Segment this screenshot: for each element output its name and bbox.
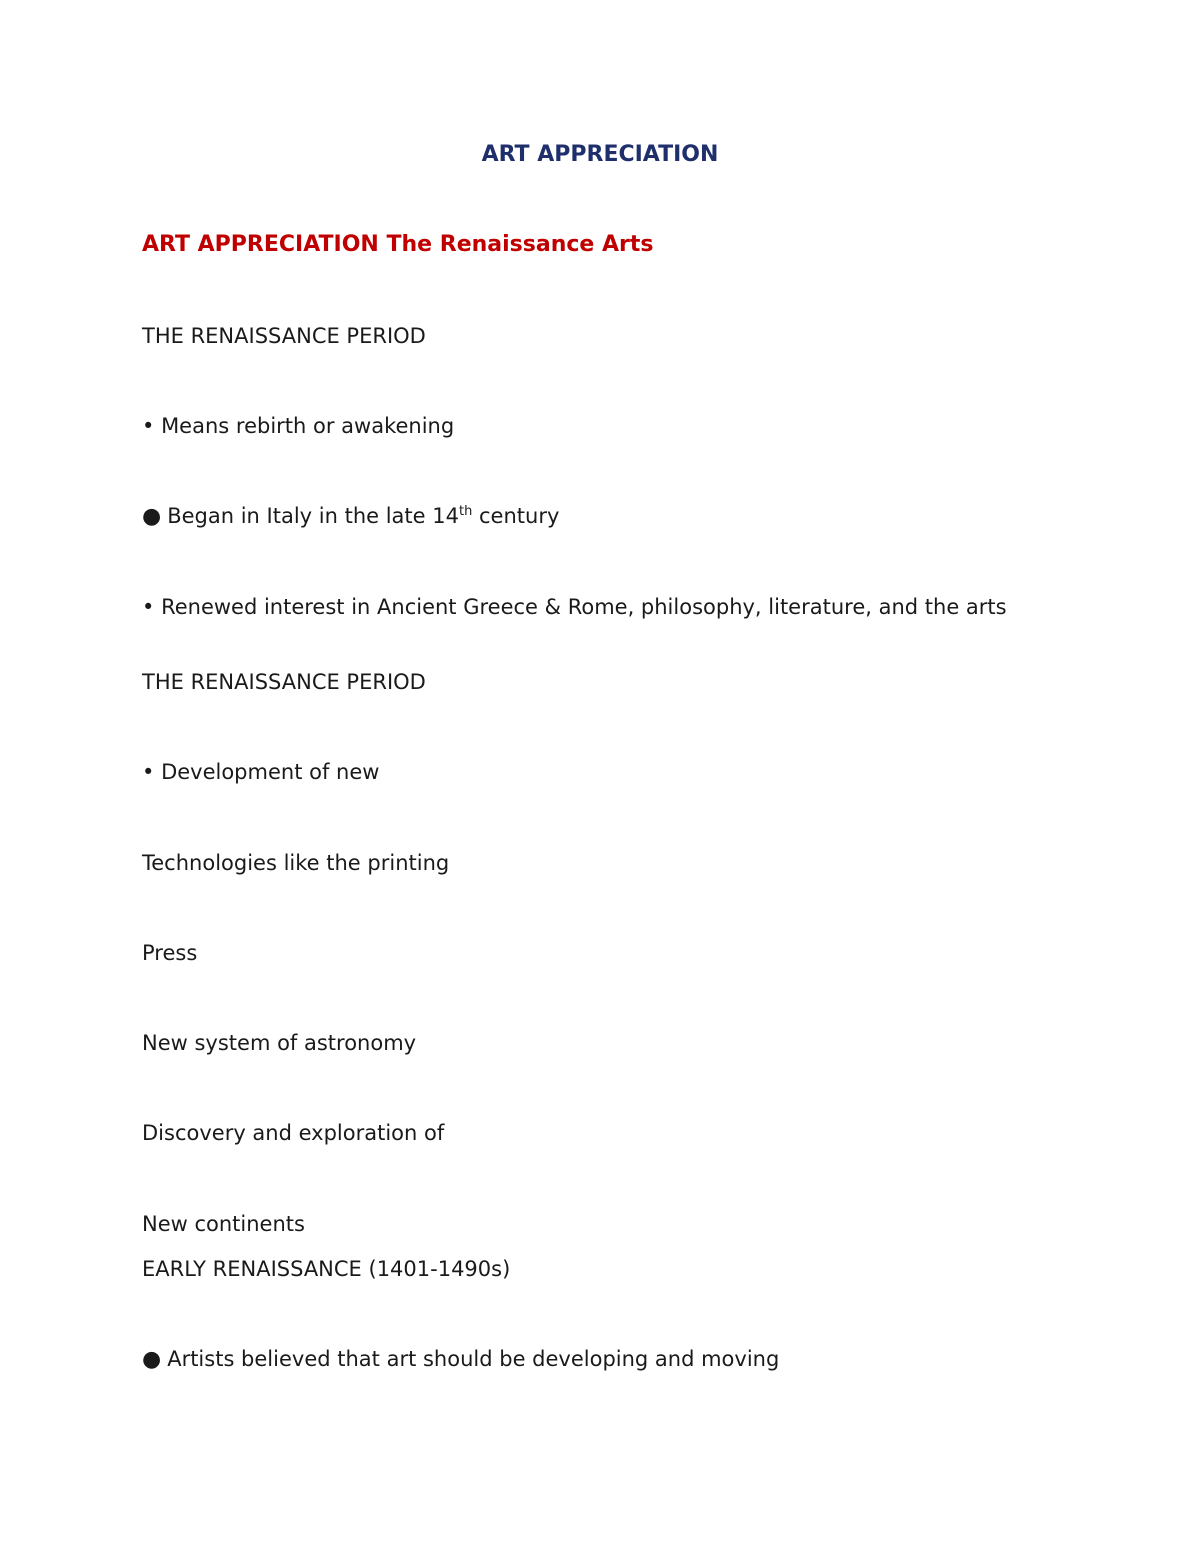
section-heading-early-renaissance: EARLY RENAISSANCE (1401-1490s) xyxy=(142,1257,511,1281)
section-heading-renaissance-period-2: THE RENAISSANCE PERIOD xyxy=(142,670,426,694)
bullet-began-italy xyxy=(142,501,559,532)
bullet-development-text: Development of new xyxy=(161,760,380,784)
text-discovery: Discovery and exploration of xyxy=(142,1121,445,1145)
text-astronomy: New system of astronomy xyxy=(142,1031,417,1055)
bullet-began-italy-prefix: Began in Italy in the late 14 xyxy=(167,504,459,528)
document-subtitle: ART APPRECIATION The Renaissance Arts xyxy=(142,232,654,257)
bullet-rebirth-text: Means rebirth or awakening xyxy=(161,414,455,438)
bullet-renewed-interest-text: Renewed interest in Ancient Greece & Rome, philosophy, literature, and the arts xyxy=(161,595,1007,619)
bullet-artists-believed xyxy=(142,1344,779,1375)
bullet-dot-icon-2: ● xyxy=(142,1347,162,1372)
text-continents: New continents xyxy=(142,1212,305,1236)
bullet-artists-believed-text: Artists believed that art should be developing and moving xyxy=(167,1347,780,1371)
document-title: ART APPRECIATION xyxy=(481,142,719,167)
bullet-rebirth xyxy=(142,411,454,441)
bullet-began-italy-suffix: century xyxy=(472,504,560,528)
text-press: Press xyxy=(142,941,198,965)
bullet-renewed-interest xyxy=(142,592,1082,622)
bullet-dot-icon: ● xyxy=(142,504,162,529)
text-technologies: Technologies like the printing xyxy=(142,851,450,875)
bullet-development xyxy=(142,757,379,787)
section-heading-renaissance-period: THE RENAISSANCE PERIOD xyxy=(142,324,426,348)
bullet-began-italy-sup: th xyxy=(458,504,473,519)
